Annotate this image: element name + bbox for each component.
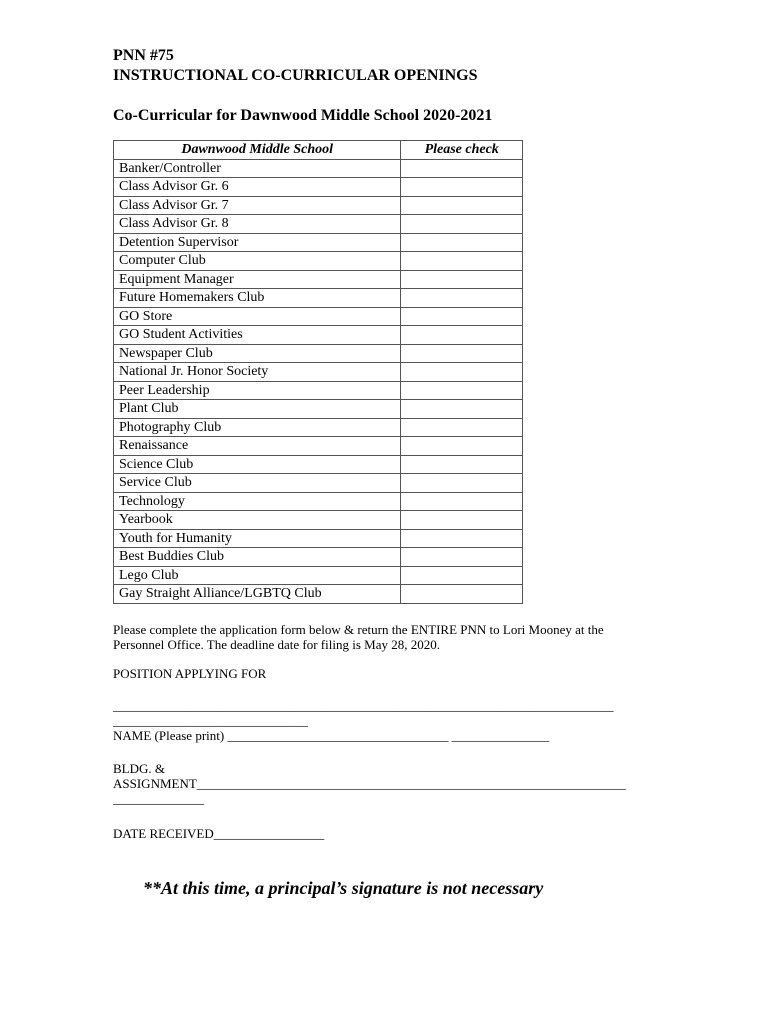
signature-note: **At this time, a principal’s signature is not necessary <box>143 877 544 898</box>
table-row <box>114 233 523 252</box>
check-cell[interactable] <box>401 437 523 456</box>
table-row <box>114 159 523 178</box>
check-cell[interactable] <box>401 252 523 271</box>
check-cell[interactable] <box>401 326 523 345</box>
table-row <box>114 289 523 308</box>
opening-name-cell: National Jr. Honor Society <box>114 363 401 382</box>
assignment-line-2[interactable]: ______________ <box>113 790 204 806</box>
column-header-check: Please check <box>401 141 523 160</box>
opening-name-cell: Service Club <box>114 474 401 493</box>
name-field-line[interactable]: __________________________________ _______________ <box>227 727 550 743</box>
check-cell[interactable] <box>401 418 523 437</box>
check-cell[interactable] <box>401 307 523 326</box>
table-row <box>114 492 523 511</box>
table-row <box>114 455 523 474</box>
table-row <box>114 437 523 456</box>
table-row <box>114 363 523 382</box>
table-row <box>114 400 523 419</box>
opening-name-cell: Class Advisor Gr. 8 <box>114 215 401 234</box>
document-subtitle: Co-Curricular for Dawnwood Middle School 2020-2021 <box>113 107 493 124</box>
openings-table-body <box>114 159 523 603</box>
opening-name-cell: Yearbook <box>114 511 401 530</box>
instructions-text: Please complete the application form below & return the ENTIRE PNN to Lori Mooney at the Personnel Office. The deadline date for filing is May 28, 2020. <box>113 621 604 652</box>
openings-table <box>113 140 523 604</box>
check-cell[interactable] <box>401 566 523 585</box>
check-cell[interactable] <box>401 289 523 308</box>
table-row <box>114 196 523 215</box>
document-title: INSTRUCTIONAL CO-CURRICULAR OPENINGS <box>113 67 478 84</box>
check-cell[interactable] <box>401 363 523 382</box>
table-row <box>114 344 523 363</box>
opening-name-cell: Banker/Controller <box>114 159 401 178</box>
check-cell[interactable] <box>401 529 523 548</box>
check-cell[interactable] <box>401 548 523 567</box>
opening-name-cell: Class Advisor Gr. 7 <box>114 196 401 215</box>
table-row <box>114 215 523 234</box>
check-cell[interactable] <box>401 511 523 530</box>
table-row <box>114 252 523 271</box>
table-row <box>114 585 523 604</box>
check-cell[interactable] <box>401 233 523 252</box>
table-row <box>114 566 523 585</box>
date-received-label: DATE RECEIVED <box>113 825 214 841</box>
bldg-label: BLDG. & <box>113 760 165 776</box>
check-cell[interactable] <box>401 215 523 234</box>
opening-name-cell: GO Student Activities <box>114 326 401 345</box>
position-line-2[interactable]: ______________________________ <box>113 712 308 728</box>
opening-name-cell: Peer Leadership <box>114 381 401 400</box>
check-cell[interactable] <box>401 178 523 197</box>
table-row <box>114 178 523 197</box>
opening-name-cell: Photography Club <box>114 418 401 437</box>
table-row <box>114 307 523 326</box>
opening-name-cell: Equipment Manager <box>114 270 401 289</box>
assignment-label: ASSIGNMENT <box>113 775 197 791</box>
check-cell[interactable] <box>401 455 523 474</box>
check-cell[interactable] <box>401 474 523 493</box>
opening-name-cell: Renaissance <box>114 437 401 456</box>
opening-name-cell: Class Advisor Gr. 6 <box>114 178 401 197</box>
position-line-1[interactable]: _____________________________________________________________________________ <box>113 697 614 713</box>
check-cell[interactable] <box>401 381 523 400</box>
table-row <box>114 529 523 548</box>
check-cell[interactable] <box>401 159 523 178</box>
check-cell[interactable] <box>401 196 523 215</box>
column-header-school: Dawnwood Middle School <box>114 141 401 160</box>
date-received-field-line[interactable]: _________________ <box>213 825 325 841</box>
opening-name-cell: Lego Club <box>114 566 401 585</box>
table-row <box>114 381 523 400</box>
name-label: NAME (Please print) <box>113 727 228 743</box>
opening-name-cell: Detention Supervisor <box>114 233 401 252</box>
check-cell[interactable] <box>401 585 523 604</box>
opening-name-cell: Gay Straight Alliance/LGBTQ Club <box>114 585 401 604</box>
check-cell[interactable] <box>401 400 523 419</box>
check-cell[interactable] <box>401 344 523 363</box>
document-page <box>113 46 673 899</box>
table-row <box>114 418 523 437</box>
opening-name-cell: Technology <box>114 492 401 511</box>
opening-name-cell: Future Homemakers Club <box>114 289 401 308</box>
check-cell[interactable] <box>401 270 523 289</box>
table-row <box>114 474 523 493</box>
table-header-row <box>114 141 523 160</box>
table-row <box>114 548 523 567</box>
check-cell[interactable] <box>401 492 523 511</box>
opening-name-cell: Youth for Humanity <box>114 529 401 548</box>
table-row <box>114 326 523 345</box>
opening-name-cell: GO Store <box>114 307 401 326</box>
table-row <box>114 511 523 530</box>
assignment-field-line[interactable]: __________________________________________________________________ <box>196 775 626 791</box>
opening-name-cell: Best Buddies Club <box>114 548 401 567</box>
opening-name-cell: Plant Club <box>114 400 401 419</box>
opening-name-cell: Newspaper Club <box>114 344 401 363</box>
opening-name-cell: Science Club <box>114 455 401 474</box>
table-row <box>114 270 523 289</box>
opening-name-cell: Computer Club <box>114 252 401 271</box>
document-number: PNN #75 <box>113 47 174 64</box>
position-label: POSITION APPLYING FOR <box>113 665 267 681</box>
